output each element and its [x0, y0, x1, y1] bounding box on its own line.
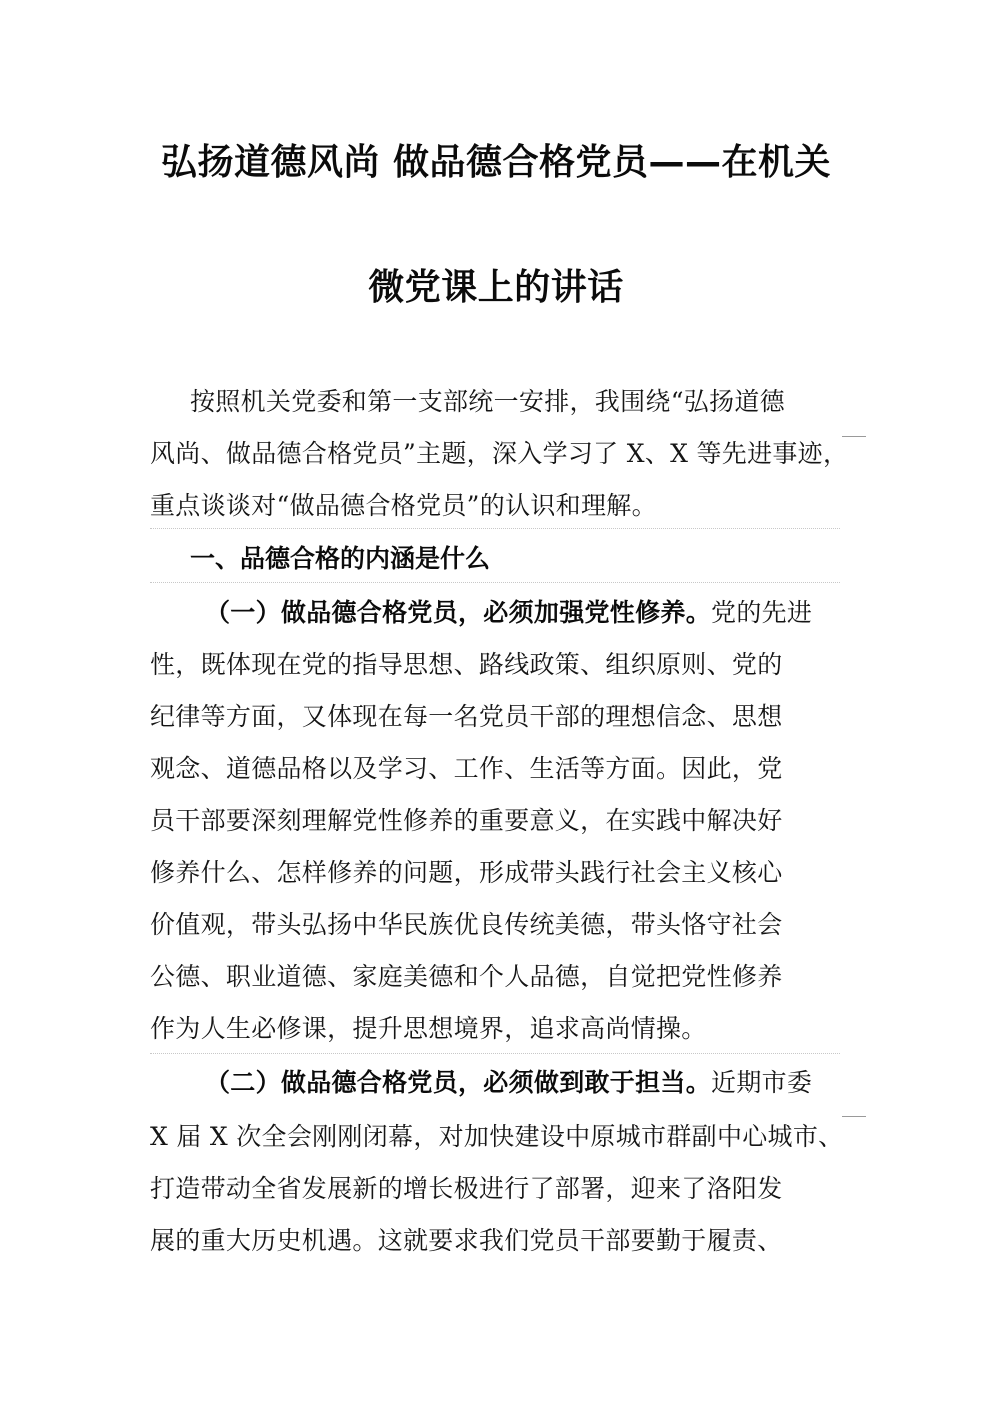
subsection-1-first-line: [205, 596, 812, 630]
intro-line-3: 重点谈谈对“做品德合格党员”的认识和理解。: [150, 491, 657, 520]
subsection-1-line: 价值观，带头弘扬中华民族优良传统美德，带头恪守社会: [150, 910, 783, 939]
subsection-2-line: X 届 X 次全会刚刚闭幕，对加快建设中原城市群副中心城市、: [150, 1122, 844, 1151]
intro-line-2: 风尚、做品德合格党员”主题，深入学习了 X、X 等先进事迹，: [150, 439, 849, 468]
subsection-1-line: 作为人生必修课，提升思想境界，追求高尚情操。: [150, 1014, 707, 1043]
subsection-2-heading: （二）做品德合格党员，必须做到敢于担当。: [205, 1068, 712, 1097]
section-heading-1: 一、品德合格的内涵是什么: [190, 544, 491, 573]
subsection-2-line: 打造带动全省发展新的增长极进行了部署，迎来了洛阳发: [150, 1174, 783, 1203]
subsection-1-line: 性，既体现在党的指导思想、路线政策、组织原则、党的: [150, 650, 783, 679]
document-title-line-2: 微党课上的讲话: [368, 267, 624, 308]
subsection-2-first-line-text: 近期市委: [711, 1068, 813, 1097]
document-title-line-1: 弘扬道德风尚 做品德合格党员——在机关: [160, 142, 832, 183]
subsection-1-heading: （一）做品德合格党员，必须加强党性修养。: [205, 598, 712, 627]
subsection-1-first-line-text: 党的先进: [711, 598, 813, 627]
margin-mark: [842, 1116, 866, 1117]
subsection-2-line: 展的重大历史机遇。这就要求我们党员干部要勤于履责、: [150, 1226, 783, 1255]
paragraph-divider: [150, 1053, 840, 1054]
intro-line-1: 按照机关党委和第一支部统一安排，我围绕“弘扬道德: [190, 387, 785, 416]
paragraph-divider: [150, 582, 840, 583]
subsection-2-first-line: [205, 1066, 812, 1100]
paragraph-divider: [150, 528, 840, 529]
subsection-1-line: 员干部要深刻理解党性修养的重要意义，在实践中解决好: [150, 806, 783, 835]
subsection-1-line: 纪律等方面，又体现在每一名党员干部的理想信念、思想: [150, 702, 783, 731]
subsection-1-line: 修养什么、怎样修养的问题，形成带头践行社会主义核心: [150, 858, 783, 887]
subsection-1-line: 观念、道德品格以及学习、工作、生活等方面。因此，党: [150, 754, 783, 783]
margin-mark: [842, 436, 866, 437]
subsection-1-line: 公德、职业道德、家庭美德和个人品德，自觉把党性修养: [150, 962, 783, 991]
